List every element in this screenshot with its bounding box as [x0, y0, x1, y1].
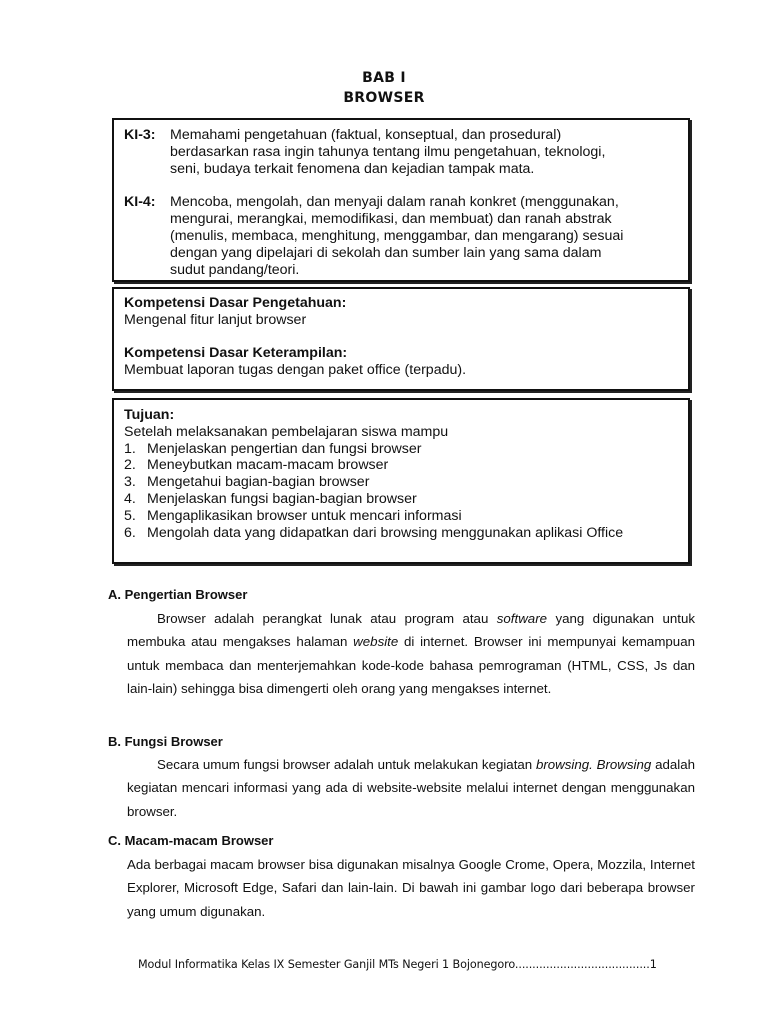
tujuan-intro: Setelah melaksanakan pembelajaran siswa mampu [124, 423, 449, 440]
ki-3-line: Memahami pengetahuan (faktual, konseptual, dan prosedural) [170, 127, 562, 143]
tujuan-list [124, 441, 684, 542]
ki-box [112, 118, 690, 282]
paragraph-text: yang digunakan untuk membuka atau mengakses halaman [127, 611, 695, 650]
ki-4-line: mengurai, merangkai, memodifikasi, dan membuat) dan ranah abstrak [170, 211, 612, 227]
list-item-text: Mengaplikasikan browser untuk mencari informasi [147, 507, 462, 524]
section-paragraph-pengertian [127, 607, 695, 700]
list-item [124, 457, 684, 474]
list-item-text: Menjelaskan fungsi bagian-bagian browser [147, 490, 417, 507]
list-item-number: 3. [124, 474, 136, 491]
kd-keterampilan-heading: Kompetensi Dasar Keterampilan: [124, 345, 348, 361]
ki-3-line: seni, budaya terkait fenomena dan kejadian tampak mata. [170, 161, 535, 177]
section-paragraph-macam: Ada berbagai macam browser bisa digunakan misalnya Google Crome, Opera, Mozzila, Internet Explorer, Microsoft Edge, Safari dan lain-lain. Di bawah ini gambar logo dari beberapa browser yang umum digunakan. [127, 857, 695, 919]
kd-keterampilan-text: Membuat laporan tugas dengan paket office (terpadu). [124, 362, 467, 378]
chapter-title: BROWSER [343, 90, 425, 106]
ki-3-label: KI-3: [124, 127, 156, 143]
list-item-text: Mengolah data yang didapatkan dari browsing menggunakan aplikasi Office [147, 524, 624, 541]
paragraph-text: Secara umum fungsi browser adalah untuk melakukan kegiatan [157, 757, 536, 772]
list-item-number: 1. [124, 440, 136, 457]
ki-4-text [170, 194, 675, 279]
kd-pengetahuan-heading: Kompetensi Dasar Pengetahuan: [124, 295, 347, 311]
list-item [124, 441, 684, 458]
list-item [124, 508, 684, 525]
ki-4-line: sudut pandang/teori. [170, 262, 300, 278]
kd-pengetahuan [124, 295, 674, 329]
paragraph-emphasis: browsing. Browsing [535, 757, 652, 772]
list-item-number: 2. [124, 457, 136, 474]
list-item-number: 6. [124, 524, 136, 541]
paragraph-text: adalah kegiatan mencari informasi yang ada di website-website melalui internet dengan menggunakan browser. [127, 757, 696, 819]
list-item-number: 5. [124, 507, 136, 524]
kompetensi-dasar-box [112, 287, 690, 391]
tujuan-heading: Tujuan: [124, 407, 175, 423]
page-footer: Modul Informatika Kelas IX Semester Ganjil MTs Negeri 1 Bojonegoro.......................................1 [138, 958, 657, 971]
list-item-text: Meneybutkan macam-macam browser [147, 457, 389, 474]
kd-pengetahuan-text: Mengenal fitur lanjut browser [124, 312, 307, 328]
paragraph-emphasis: website [353, 634, 399, 650]
section-paragraph-fungsi [127, 753, 695, 823]
section-heading-macam: C. Macam-macam Browser [108, 833, 274, 848]
tujuan-content [124, 407, 684, 541]
ki-3-text [170, 127, 675, 178]
kd-keterampilan [124, 345, 674, 379]
section-heading-fungsi: B. Fungsi Browser [108, 734, 223, 749]
list-item [124, 491, 684, 508]
ki-4-line: dengan yang dipelajari di sekolah dan sumber lain yang sama dalam [170, 245, 602, 261]
list-item [124, 474, 684, 491]
chapter-label: BAB I [362, 70, 406, 86]
list-item-text: Menjelaskan pengertian dan fungsi browser [147, 440, 422, 457]
ki-3-line: berdasarkan rasa ingin tahunya tentang ilmu pengetahuan, teknologi, [170, 144, 606, 160]
list-item [124, 525, 684, 542]
ki-4-label: KI-4: [124, 194, 156, 210]
ki-4-line: (menulis, membaca, menghitung, menggambar, dan mengarang) sesuai [170, 228, 624, 244]
ki-4-line: Mencoba, mengolah, dan menyaji dalam ranah konkret (menggunakan, [170, 194, 619, 210]
paragraph-text: Browser adalah perangkat lunak atau program atau [157, 611, 497, 626]
section-heading-pengertian: A. Pengertian Browser [108, 587, 248, 602]
list-item-number: 4. [124, 490, 136, 507]
tujuan-box [112, 398, 690, 564]
list-item-text: Mengetahui bagian-bagian browser [147, 474, 370, 491]
paragraph-text: di internet. Browser ini mempunyai kemampuan untuk membaca dan menterjemahkan kode-kode bahasa pemrograman (HTML, CSS, Js dan lain-lain) sehingga bisa dimengerti oleh orang yang mengakses internet. [127, 634, 695, 696]
paragraph-emphasis: software [496, 611, 548, 626]
